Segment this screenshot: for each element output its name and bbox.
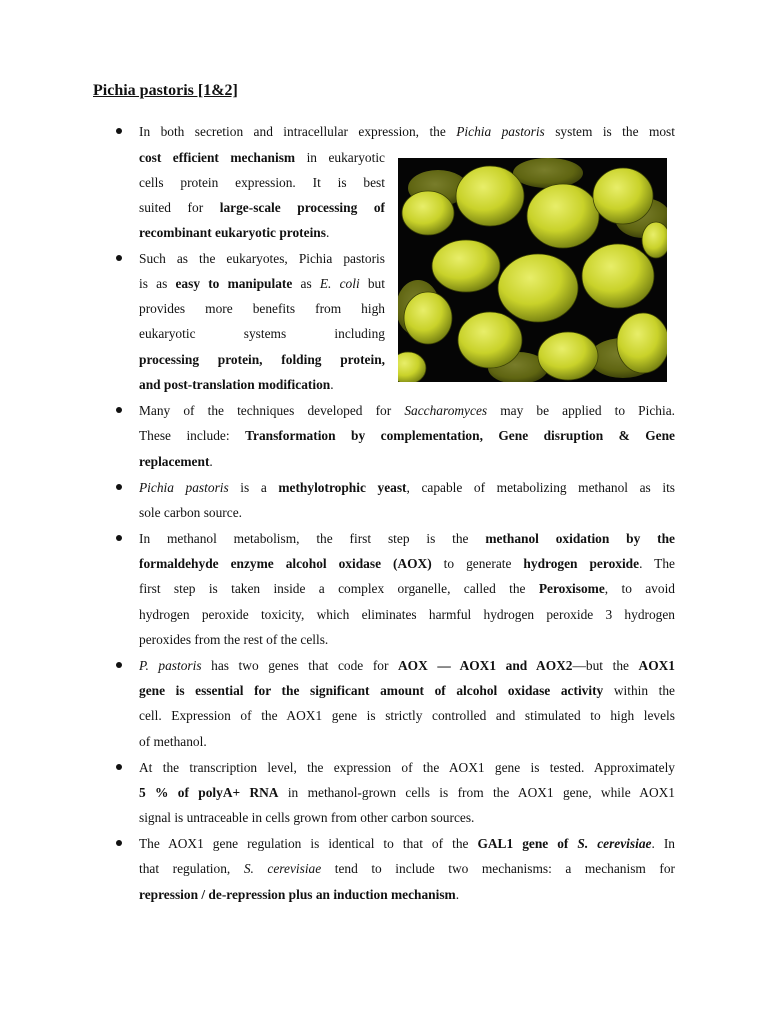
- text-run: .: [330, 377, 334, 392]
- text-run: GAL1 gene of: [477, 836, 578, 851]
- text-run: suited for: [139, 200, 220, 215]
- text-run: in eukaryotic: [295, 150, 385, 165]
- text-run: easy to manipulate: [175, 276, 293, 291]
- bullet-line: [139, 835, 675, 852]
- bullet-dot-icon: [116, 764, 122, 770]
- text-run: in methanol-grown cells is from the AOX1 gene, while AOX1: [278, 785, 675, 800]
- text-run: has two genes that code for: [201, 658, 399, 673]
- bullet-dot-icon: [116, 535, 122, 541]
- text-run: cost efficient mechanism: [139, 150, 296, 165]
- text-run: .: [325, 225, 330, 240]
- bullet-line: [139, 530, 675, 547]
- text-run: At the transcription level, the expression of the AOX1 gene is tested. Approximately: [139, 760, 675, 775]
- text-run: .: [455, 887, 460, 902]
- text-run: gene is essential for the significant amount of alcohol oxidase activity: [139, 683, 604, 698]
- text-run: . In: [651, 836, 675, 851]
- bullet-line: [139, 325, 385, 342]
- bullet-dot-icon: [116, 255, 122, 261]
- text-run: provides more benefits from high: [139, 301, 385, 316]
- bullet-line: [139, 759, 675, 776]
- text-run: processing protein, folding protein,: [139, 352, 385, 367]
- text-run: .: [209, 454, 213, 469]
- text-run: cells protein expression. It is best: [139, 175, 385, 190]
- text-run: E. coli: [319, 276, 360, 291]
- text-run: Peroxisome: [538, 581, 605, 596]
- bullet-line: [139, 479, 675, 496]
- text-run: AOX1: [638, 658, 675, 673]
- text-run: In both secretion and intracellular expression, the: [139, 124, 457, 139]
- bullet-line: [139, 580, 675, 597]
- bullet-line: [139, 250, 385, 267]
- bullet-line: [139, 606, 675, 623]
- bullet-line: [139, 631, 675, 648]
- bullet-line: [139, 351, 385, 368]
- bullet-line: [139, 860, 675, 877]
- text-run: In methanol metabolism, the first step is the: [139, 531, 486, 546]
- bullet-line: [139, 657, 675, 674]
- text-run: AOX — AOX1 and AOX2: [398, 658, 573, 673]
- yeast-cells-image: [398, 158, 667, 382]
- bullet-line: [139, 199, 385, 216]
- text-run: eukaryotic systems including: [139, 326, 385, 341]
- text-run: . The: [639, 556, 675, 571]
- bullet-line: [139, 174, 385, 191]
- text-run: large-scale processing of: [219, 200, 385, 215]
- text-run: The AOX1 gene regulation is identical to that of the: [139, 836, 478, 851]
- text-run: , capable of metabolizing methanol as its: [406, 480, 675, 495]
- text-run: system is the most: [544, 124, 675, 139]
- bullet-line: [139, 809, 675, 826]
- bullet-line: [139, 300, 385, 317]
- text-run: , to avoid: [604, 581, 675, 596]
- text-run: peroxides from the rest of the cells.: [139, 632, 329, 647]
- text-run: recombinant eukaryotic proteins: [139, 225, 326, 240]
- bullet-line: [139, 224, 385, 241]
- text-run: Such as the eukaryotes, Pichia pastoris: [139, 251, 385, 266]
- text-run: cell. Expression of the AOX1 gene is strictly controlled and stimulated to high levels: [139, 708, 675, 723]
- text-run: 5 % of polyA+ RNA: [139, 785, 279, 800]
- bullet-dot-icon: [116, 128, 122, 134]
- text-run: —but the: [572, 658, 639, 673]
- text-run: S. cerevisiae: [243, 861, 322, 876]
- bullet-line: [139, 733, 675, 750]
- text-run: hydrogen peroxide toxicity, which eliminates harmful hydrogen peroxide 3 hydrogen: [139, 607, 675, 622]
- yeast-cells-icon: [398, 158, 667, 382]
- text-run: Transformation by complementation, Gene disruption & Gene: [245, 428, 675, 443]
- text-run: and post-translation modification: [139, 377, 331, 392]
- text-run: Pichia pastoris: [456, 124, 545, 139]
- text-run: signal is untraceable in cells grown from other carbon sources.: [139, 810, 475, 825]
- bullet-line: [139, 504, 675, 521]
- bullet-line: [139, 376, 385, 393]
- text-run: sole carbon source.: [139, 505, 242, 520]
- text-run: may be applied to Pichia.: [487, 403, 675, 418]
- text-run: These include:: [139, 428, 246, 443]
- text-run: to generate: [431, 556, 524, 571]
- text-run: that regulation,: [139, 861, 244, 876]
- text-run: is a: [228, 480, 279, 495]
- bullet-line: [139, 784, 675, 801]
- text-run: Saccharomyces: [404, 403, 488, 418]
- bullet-dot-icon: [116, 840, 122, 846]
- bullet-line: [139, 707, 675, 724]
- text-run: but: [359, 276, 385, 291]
- text-run: P. pastoris: [139, 658, 202, 673]
- text-run: replacement: [139, 454, 210, 469]
- bullet-line: [139, 682, 675, 699]
- text-run: as: [292, 276, 320, 291]
- bullet-dot-icon: [116, 484, 122, 490]
- bullet-line: [139, 275, 385, 292]
- text-run: is as: [139, 276, 176, 291]
- text-run: Pichia pastoris: [139, 480, 229, 495]
- text-run: repression / de-repression plus an induction mechanism: [139, 887, 456, 902]
- page-title: Pichia pastoris [1&2]: [93, 82, 238, 99]
- text-run: hydrogen peroxide: [523, 556, 640, 571]
- text-run: within the: [603, 683, 675, 698]
- bullet-line: [139, 453, 675, 470]
- text-run: of methanol.: [139, 734, 207, 749]
- text-run: formaldehyde enzyme alcohol oxidase (AOX): [139, 556, 432, 571]
- text-run: tend to include two mechanisms: a mechanism for: [321, 861, 675, 876]
- text-run: first step is taken inside a complex organelle, called the: [139, 581, 539, 596]
- text-run: S. cerevisiae: [577, 836, 652, 851]
- text-run: methanol oxidation by the: [485, 531, 675, 546]
- bullet-line: [139, 555, 675, 572]
- bullet-line: [139, 402, 675, 419]
- bullet-dot-icon: [116, 662, 122, 668]
- text-run: Many of the techniques developed for: [139, 403, 405, 418]
- bullet-dot-icon: [116, 407, 122, 413]
- bullet-line: [139, 123, 675, 140]
- text-run: methylotrophic yeast: [278, 480, 407, 495]
- bullet-line: [139, 149, 385, 166]
- bullet-line: [139, 427, 675, 444]
- bullet-line: [139, 886, 675, 903]
